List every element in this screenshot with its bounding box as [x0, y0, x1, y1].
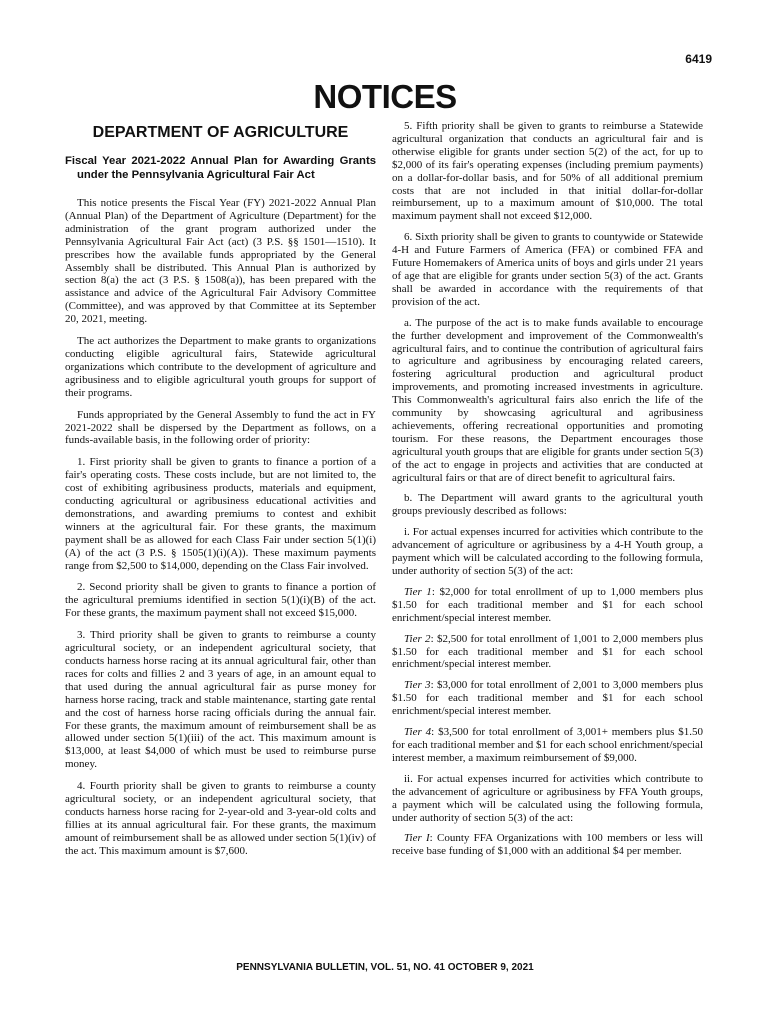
right-column: [392, 120, 703, 866]
department-heading: DEPARTMENT OF AGRICULTURE: [92, 124, 349, 141]
ffa-formula-paragraph: ii. For actual expenses incurred for activities which contribute to the advancement of agriculture or agribusiness by FFA Youth groups, a payment which will be calculated using the following formula, under authority of section 5(3) of the act:: [392, 772, 703, 824]
tier-4-paragraph: [392, 726, 703, 765]
act-authorization-paragraph: The act authorizes the Department to make grants to organizations conducting eligible agricultural fairs, Statewide agricultural organizations which contribute to the development of agriculture and agribusiness and to eligible agricultural youth groups for support of their programs.: [65, 335, 376, 399]
tier-2-paragraph: [392, 633, 703, 672]
notice-subheading: Fiscal Year 2021-2022 Annual Plan for Awarding Grants under the Pennsylvania Agricultural Fair Act: [65, 155, 376, 181]
4h-formula-paragraph: i. For actual expenses incurred for activities which contribute to the advancement of agriculture or agribusiness by a 4-H Youth group, a payment which will be calculated according to the following formula, under authority of section 5(3) of the act:: [392, 526, 703, 577]
fourth-priority-paragraph: 4. Fourth priority shall be given to grants to reimburse a county agricultural society, or an independent agricultural society, that conducts harness horse racing for 2-year-old and 3-year-old colts and fillies at its annual agricultural fair. For these grants, the maximum amount of reimbursement shall be as allowed under section 5(1)(iv) of the act. This maximum amount is $7,600.: [65, 780, 376, 857]
second-priority-paragraph: 2. Second priority shall be given to grants to finance a portion of the agricultural premiums identified in section 5(1)(i)(B) of the act. For these grants, the maximum payment shall not exceed $15,000.: [65, 581, 376, 620]
bulletin-footer: PENNSYLVANIA BULLETIN, VOL. 51, NO. 41 OCTOBER 9, 2021: [236, 962, 534, 973]
tier-label: Tier 1: [404, 585, 432, 598]
tier-text: : $2,500 for total enrollment of 1,001 to 2,000 members plus $1.50 for each traditional member and $1 for each school enrichment/special interest member.: [392, 632, 703, 671]
tier-1-paragraph: [392, 586, 703, 625]
page-number: 6419: [685, 52, 712, 66]
tier-3-paragraph: [392, 679, 703, 718]
tier-text: : County FFA Organizations with 100 members or less will receive base funding of $1,000 with an additional $4 per member.: [392, 832, 703, 858]
tier-text: : $2,000 for total enrollment of up to 1,000 members plus $1.50 for each traditional member and $1 for each school enrichment/special interest member.: [392, 585, 703, 624]
tier-label: Tier 4: [404, 726, 432, 739]
purpose-paragraph: a. The purpose of the act is to make funds available to encourage the further development and improvement of the Commonwealth's agricultural fairs, and to continue the contribution of agricultural fairs to agriculture and agribusiness by encouraging related careers, fostering agricultural production and agricultural product improvements, and promoting increased investments in agriculture. This Commonwealth's agricultural fairs also enrich the life of the community by showcasing agricultural and agribusiness achievements, offering recreational opportunities and promoting tourism. For these reasons, the Department encourages those agricultural youth groups that are eligible for grants under section 5(3) of the act to engage in projects and activities that are conducted at agricultural fairs or that are of direct benefit to agricultural fairs.: [392, 316, 703, 484]
tier-label: Tier I: [404, 832, 430, 845]
tier-label: Tier 2: [404, 632, 431, 645]
award-paragraph: b. The Department will award grants to the agricultural youth groups previously described as follows:: [392, 492, 703, 518]
first-priority-paragraph: 1. First priority shall be given to grants to finance a portion of a fair's operating costs. These costs include, but are not limited to, the cost of exhibiting agribusiness products, materials and equipment, conducting agricultural or agribusiness educational activities and demonstrations, and awarding premiums to contest and exhibit winners at the agricultural fair. For these grants, the maximum payment shall be as allowed for each Class Fair under section 5(1)(i)(A) of the act (3 P.S. § 1505(1)(i)(A)). These maximum payments range from $2,500 to $14,000, depending on the Class Fair involved.: [65, 456, 376, 572]
ffa-tier-paragraph: [392, 832, 703, 858]
fifth-priority-paragraph: 5. Fifth priority shall be given to grants to reimburse a Statewide agricultural organization that conducts an agricultural fair and is otherwise eligible for grants under section 5(2) of the act, for up to $2,000 of its fair's operating expenses (including premium payments) on a dollar-for-dollar basis, and for 50% of all additional premium costs that are not included in that initial dollar-for-dollar reimbursement, up to a maximum amount of $10,000. The total maximum payment shall not exceed $12,000.: [392, 120, 703, 223]
left-column: [65, 120, 376, 867]
tier-text: : $3,500 for total enrollment of 3,001+ members plus $1.50 for each traditional member and $1 for each school enrichment/special interest member, a maximum reimbursement of $9,000.: [392, 726, 703, 764]
intro-paragraph: This notice presents the Fiscal Year (FY) 2021-2022 Annual Plan (Annual Plan) of the Department of Agriculture (Department) for the administration of the grant program authorized under the Pennsylvania Agricultural Fair Act (act) (3 P.S. §§ 1501—1510). It prescribes how the available funds appropriated by the General Assembly shall be distributed. This Annual Plan is authorized by section 8(a) the act (3 P.S. § 1508(a)), has been prepared with the assistance and advice of the Agricultural Fair Advisory Committee (Committee), and was approved by that Committee at its September 20, 2021, meeting.: [65, 197, 376, 326]
section-title: NOTICES: [313, 78, 457, 115]
tier-label: Tier 3: [404, 679, 431, 692]
sixth-priority-paragraph: 6. Sixth priority shall be given to grants to countywide or Statewide 4-H and Future Farmers of America (FFA) or combined FFA and Future Homemakers of America units of boys and girls under 21 years of age that are eligible for grants under section 5(3) of the act. Grants shall be awarded in accordance with the requirements of that provision of the act.: [392, 231, 703, 308]
funds-paragraph: Funds appropriated by the General Assembly to fund the act in FY 2021-2022 shall be dispersed by the Department as follows, on a funds-available basis, in the following order of priority:: [65, 408, 376, 447]
third-priority-paragraph: 3. Third priority shall be given to grants to reimburse a county agricultural society, or an independent agricultural society, that conducts harness horse racing at its annual agricultural fair, other than races for colts and fillies 2 and 3 years of age, in an amount equal to that used during the annual agricultural fair as purse money for harness horse racing, track and stable maintenance, starting gate rental and the cost of harness horse racing officials during the annual fair. For these grants, the maximum amount of reimbursement shall be as allowed under section 5(1)(iii) of the act. This maximum amount is $13,000, at least $4,000 of which must be used to reimburse purse money.: [65, 629, 376, 771]
tier-text: : $3,000 for total enrollment of 2,001 to 3,000 members plus $1.50 for each traditional member and $1 for each school enrichment/special interest member.: [392, 679, 703, 718]
